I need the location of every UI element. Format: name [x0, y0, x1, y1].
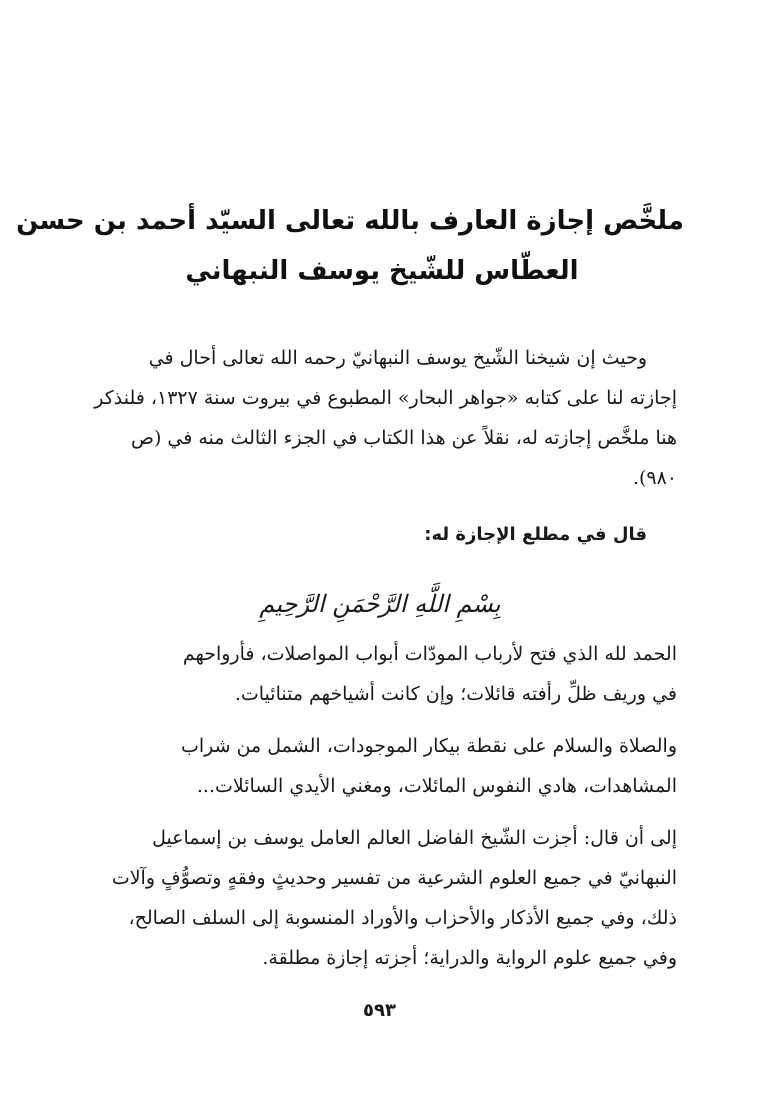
- page-number: ٥٩٣: [363, 1000, 396, 1021]
- hamd-line-1: الحمد لله الذي فتح لأرباب المودّات أبواب المواصلات، فأرواحهم: [182, 643, 677, 665]
- hamd-paragraph: [77, 634, 677, 714]
- intro-line-4: ٩٨٠).: [632, 467, 677, 489]
- intro-paragraph: [77, 338, 677, 498]
- ijaza-paragraph: [77, 818, 677, 978]
- intro-line-1: وحيث إن شيخنا الشّيخ يوسف النبهانيّ رحمه الله تعالى أحال في: [148, 347, 647, 369]
- title-line-2: العطّاس للشّيخ يوسف النبهاني: [185, 256, 579, 286]
- page-title: [16, 196, 684, 296]
- hamd-line-2: في وريف ظلِّ رأفته قائلات؛ وإن كانت أشياخهم متنائيات.: [234, 683, 677, 705]
- salat-line-2: المشاهدات، هادي النفوس المائلات، ومغني الأيدي السائلات...: [196, 775, 677, 797]
- title-line-1: ملخَّص إجازة العارف بالله تعالى السيّد أحمد بن حسن: [16, 206, 684, 236]
- ijaza-line-1: إلى أن قال: أجزت الشّيخ الفاضل العالم العامل يوسف بن إسماعيل: [152, 827, 677, 849]
- basmala: بِسْمِ اللَّهِ الرَّحْمَنِ الرَّحِيمِ: [259, 590, 501, 618]
- intro-line-3: هنا ملخَّص إجازته له، نقلاً عن هذا الكتاب في الجزء الثالث منه في (ص: [130, 427, 677, 449]
- ijaza-line-2: النبهانيّ في جميع العلوم الشرعية من تفسير وحديثٍ وفقهٍ وتصوُّفٍ وآلات: [111, 867, 677, 889]
- ijaza-line-4: وفي جميع علوم الرواية والدراية؛ أجزته إجازة مطلقة.: [262, 947, 677, 969]
- section-heading: قال في مطلع الإجازة له:: [424, 524, 647, 545]
- ijaza-line-3: ذلك، وفي جميع الأذكار والأحزاب والأوراد المنسوبة إلى السلف الصالح،: [128, 907, 677, 929]
- salat-line-1: والصلاة والسلام على نقطة بيكار الموجودات، الشمل من شراب: [180, 735, 677, 757]
- salat-paragraph: [77, 726, 677, 806]
- intro-line-2: إجازته لنا على كتابه «جواهر البحار» المطبوع في بيروت سنة ١٣٢٧، فلنذكر: [94, 387, 677, 409]
